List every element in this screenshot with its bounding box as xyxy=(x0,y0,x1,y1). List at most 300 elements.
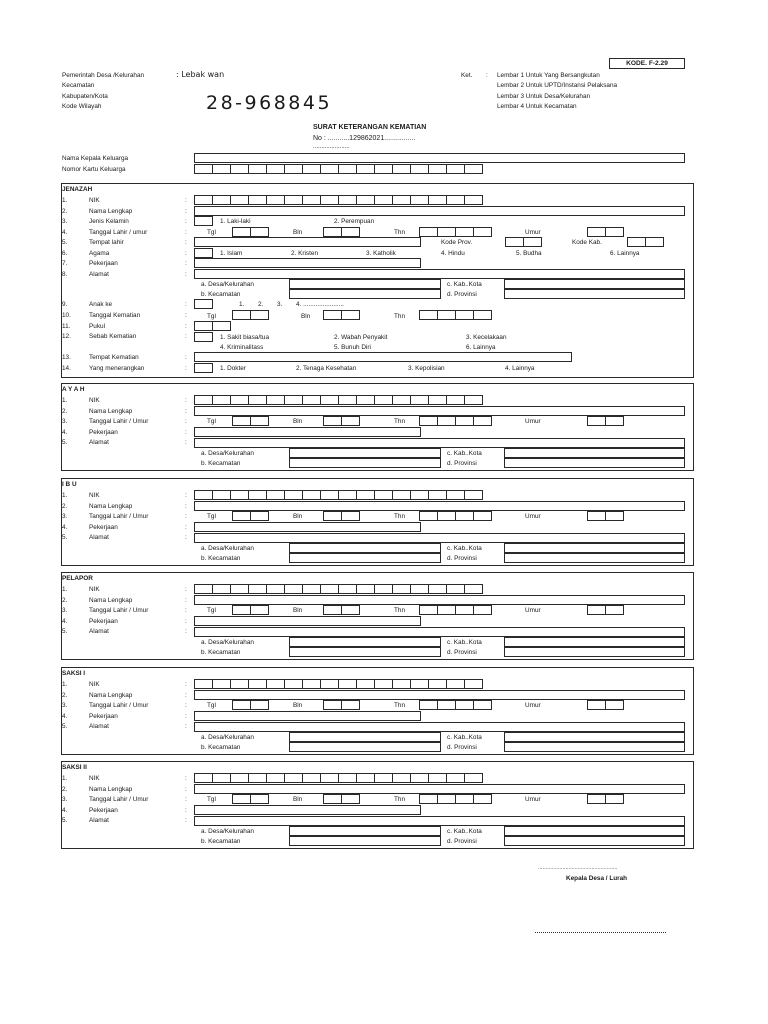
kode-kab-cell[interactable] xyxy=(645,237,664,247)
jenazah-lahir-thn-cell[interactable] xyxy=(473,227,492,237)
ayah-nik-cell[interactable] xyxy=(446,395,465,405)
saksi-2-nik[interactable] xyxy=(194,773,482,783)
jenazah-lahir-thn-cell[interactable] xyxy=(419,227,438,237)
jenazah-lahir-umur-cell[interactable] xyxy=(587,227,606,237)
kk-cell[interactable] xyxy=(374,164,393,174)
ayah-lahir-tgl[interactable] xyxy=(232,416,268,426)
saksi-2-lahir-umur[interactable] xyxy=(587,794,623,804)
jenazah-nik-cell[interactable] xyxy=(446,195,465,205)
ibu-lahir-thn-cell[interactable] xyxy=(473,511,492,521)
saksi-2-kec-label: b. Kecamatan xyxy=(201,838,241,845)
jenazah-row-label: Yang menerangkan xyxy=(89,365,145,372)
saksi-2-nik-cell[interactable] xyxy=(302,773,321,783)
ayah-nik-cell[interactable] xyxy=(464,395,483,405)
saksi-2-row-num: 4. xyxy=(62,807,68,814)
pelapor-nik-cell[interactable] xyxy=(302,584,321,594)
ibu-lahir-thn-cell[interactable] xyxy=(419,511,438,521)
jenazah-lahir-tgl-cell[interactable] xyxy=(250,227,269,237)
ayah-row-label: Pekerjaan xyxy=(89,429,118,436)
jenazah-sebab-field[interactable] xyxy=(194,332,213,342)
kk-cell[interactable] xyxy=(464,164,483,174)
pelapor-lahir-umur-cell[interactable] xyxy=(587,605,606,615)
pelapor-prov-field[interactable] xyxy=(504,647,685,657)
ayah-lahir-thn-cell[interactable] xyxy=(437,416,456,426)
pelapor-nik-cell[interactable] xyxy=(410,584,429,594)
kematian-tgl[interactable] xyxy=(232,310,268,320)
saksi-2-lahir-tgl-cell[interactable] xyxy=(250,794,269,804)
saksi-2-lahir-bln-cell[interactable] xyxy=(341,794,360,804)
ibu-lahir-umur[interactable] xyxy=(587,511,623,521)
ayah-lahir-thn-cell[interactable] xyxy=(419,416,438,426)
ayah-pekerjaan-field[interactable] xyxy=(194,427,421,437)
saksi-1-nik-cell[interactable] xyxy=(410,679,429,689)
kk-cell[interactable] xyxy=(248,164,267,174)
pelapor-lahir-bln-cell[interactable] xyxy=(341,605,360,615)
jenazah-lahir-tgl-label: Tgl xyxy=(207,229,216,236)
saksi-1-nik-cell[interactable] xyxy=(266,679,285,689)
saksi-2-pekerjaan-field[interactable] xyxy=(194,805,421,815)
pelapor-nik-cell[interactable] xyxy=(194,584,213,594)
saksi-1-lahir-bln-cell[interactable] xyxy=(341,700,360,710)
pukul-cell[interactable] xyxy=(212,321,231,331)
ibu-lahir-bln[interactable] xyxy=(323,511,359,521)
ibu-lahir-bln-cell[interactable] xyxy=(323,511,342,521)
jenazah-nik-cell[interactable] xyxy=(410,195,429,205)
pelapor-nik-cell[interactable] xyxy=(428,584,447,594)
kk-cell[interactable] xyxy=(284,164,303,174)
ayah-nik-cell[interactable] xyxy=(338,395,357,405)
saksi-1-lahir-umur[interactable] xyxy=(587,700,623,710)
saksi-1-row-colon: : xyxy=(185,713,187,720)
pelapor-lahir-thn-cell[interactable] xyxy=(419,605,438,615)
jenazah-lahir-thn-cell[interactable] xyxy=(455,227,474,237)
ayah-row-label: Nama Lengkap xyxy=(89,408,133,415)
ibu-nama-field[interactable] xyxy=(194,501,685,511)
saksi-1-nik-cell[interactable] xyxy=(374,679,393,689)
jenazah-desa-field[interactable] xyxy=(289,279,441,289)
kk-cell[interactable] xyxy=(320,164,339,174)
saksi-1-lahir-bln-cell[interactable] xyxy=(323,700,342,710)
ayah-nik-cell[interactable] xyxy=(212,395,231,405)
saksi-2-nik-cell[interactable] xyxy=(212,773,231,783)
ayah-lahir-thn-cell[interactable] xyxy=(473,416,492,426)
ayah-lahir-thn[interactable] xyxy=(419,416,491,426)
saksi-2-nik-cell[interactable] xyxy=(230,773,249,783)
ibu-lahir-umur-cell[interactable] xyxy=(605,511,624,521)
saksi-2-prov-field[interactable] xyxy=(504,836,685,846)
ayah-lahir-umur-cell[interactable] xyxy=(605,416,624,426)
jenazah-nik[interactable] xyxy=(194,195,482,205)
kk-cell[interactable] xyxy=(446,164,465,174)
jenazah-gender-field[interactable] xyxy=(194,216,213,226)
ayah-nik[interactable] xyxy=(194,395,482,405)
saksi-2-nik-cell[interactable] xyxy=(266,773,285,783)
saksi-1-nik-cell[interactable] xyxy=(212,679,231,689)
pelapor-alamat-field[interactable] xyxy=(194,627,685,637)
ibu-pekerjaan-field[interactable] xyxy=(194,522,421,532)
saksi-2-alamat-field[interactable] xyxy=(194,816,685,826)
jenazah-nik-cell[interactable] xyxy=(230,195,249,205)
saksi-1-lahir-thn-cell[interactable] xyxy=(455,700,474,710)
saksi-1-row-num: 1. xyxy=(62,681,68,688)
saksi-2-lahir-thn-cell[interactable] xyxy=(419,794,438,804)
jenazah-tempat-lahir-field[interactable] xyxy=(194,237,421,247)
ibu-nik[interactable] xyxy=(194,490,482,500)
saksi-2-nik-cell[interactable] xyxy=(374,773,393,783)
jenazah-nik-cell[interactable] xyxy=(212,195,231,205)
jenazah-nik-cell[interactable] xyxy=(428,195,447,205)
jenazah-nik-cell[interactable] xyxy=(356,195,375,205)
saksi-2-nik-cell[interactable] xyxy=(464,773,483,783)
ayah-lahir-bln[interactable] xyxy=(323,416,359,426)
pelapor-nik-cell[interactable] xyxy=(266,584,285,594)
saksi-2-nik-cell[interactable] xyxy=(356,773,375,783)
jenazah-agama-field[interactable] xyxy=(194,248,213,258)
ayah-lahir-umur-cell[interactable] xyxy=(587,416,606,426)
saksi-2-nik-cell[interactable] xyxy=(410,773,429,783)
ibu-lahir-bln-cell[interactable] xyxy=(341,511,360,521)
kk-cell[interactable] xyxy=(230,164,249,174)
kk-cell[interactable] xyxy=(338,164,357,174)
saksi-2-lahir-thn-cell[interactable] xyxy=(437,794,456,804)
kematian-bln[interactable] xyxy=(323,310,359,320)
saksi-2-nik-cell[interactable] xyxy=(446,773,465,783)
pelapor-lahir-thn[interactable] xyxy=(419,605,491,615)
pelapor-kec-field[interactable] xyxy=(289,647,441,657)
saksi-2-nik-cell[interactable] xyxy=(248,773,267,783)
jenazah-row-label: Nama Lengkap xyxy=(89,208,133,215)
kk-cell[interactable] xyxy=(392,164,411,174)
jenazah-nik-cell[interactable] xyxy=(302,195,321,205)
jenazah-prov-field[interactable] xyxy=(504,289,685,299)
ayah-nik-cell[interactable] xyxy=(374,395,393,405)
saksi-1-desa-field[interactable] xyxy=(289,732,441,742)
kk-cell[interactable] xyxy=(410,164,429,174)
pelapor-nik-cell[interactable] xyxy=(464,584,483,594)
kk-cell[interactable] xyxy=(356,164,375,174)
nomor-kk-field[interactable] xyxy=(194,164,482,174)
ibu-lahir-tgl-cell[interactable] xyxy=(250,511,269,521)
kk-cell[interactable] xyxy=(194,164,213,174)
jenazah-alamat-field[interactable] xyxy=(194,269,685,279)
pelapor-nik-cell[interactable] xyxy=(446,584,465,594)
ayah-lahir-bln-cell[interactable] xyxy=(341,416,360,426)
ibu-nik-cell[interactable] xyxy=(194,490,213,500)
pelapor-kab-field[interactable] xyxy=(504,637,685,647)
jenazah-nik-cell[interactable] xyxy=(320,195,339,205)
ayah-alamat-field[interactable] xyxy=(194,438,685,448)
pelapor-nik-cell[interactable] xyxy=(338,584,357,594)
ayah-nik-cell[interactable] xyxy=(302,395,321,405)
ibu-nik-cell[interactable] xyxy=(356,490,375,500)
kematian-thn-cell[interactable] xyxy=(437,310,456,320)
jenazah-lahir-tgl-cell[interactable] xyxy=(232,227,251,237)
saksi-1-nik-cell[interactable] xyxy=(230,679,249,689)
pelapor-desa-field[interactable] xyxy=(289,637,441,647)
kode-kab[interactable] xyxy=(627,237,663,247)
saksi-1-prov-field[interactable] xyxy=(504,742,685,752)
pelapor-lahir-umur-label: Umur xyxy=(525,607,541,614)
saksi-2-row-label: Nama Lengkap xyxy=(89,786,133,793)
ibu-nik-cell[interactable] xyxy=(410,490,429,500)
ayah-lahir-umur[interactable] xyxy=(587,416,623,426)
ayah-kec-field[interactable] xyxy=(289,458,441,468)
ibu-nik-cell[interactable] xyxy=(338,490,357,500)
pelapor-lahir-bln[interactable] xyxy=(323,605,359,615)
pelapor-nik-cell[interactable] xyxy=(284,584,303,594)
saksi-2-lahir-bln[interactable] xyxy=(323,794,359,804)
kematian-thn[interactable] xyxy=(419,310,491,320)
jenazah-lahir-umur[interactable] xyxy=(587,227,623,237)
saksi-1-nik-cell[interactable] xyxy=(320,679,339,689)
ibu-nik-cell[interactable] xyxy=(320,490,339,500)
ayah-nik-cell[interactable] xyxy=(356,395,375,405)
ibu-lahir-thn-cell[interactable] xyxy=(437,511,456,521)
saksi-1-nik-cell[interactable] xyxy=(428,679,447,689)
label-nomor-kk: Nomor Kartu Keluarga xyxy=(62,166,126,173)
saksi-1-nik-cell[interactable] xyxy=(284,679,303,689)
jenazah-kec-field[interactable] xyxy=(289,289,441,299)
ayah-nik-cell[interactable] xyxy=(266,395,285,405)
ayah-nama-field[interactable] xyxy=(194,406,685,416)
jenazah-row-colon: : xyxy=(185,229,187,236)
saksi-1-lahir-tgl-cell[interactable] xyxy=(232,700,251,710)
saksi-2-nik-cell[interactable] xyxy=(428,773,447,783)
tempat-kematian-field[interactable] xyxy=(194,352,572,362)
jenazah-lahir-bln-cell[interactable] xyxy=(341,227,360,237)
pelapor-nik-cell[interactable] xyxy=(212,584,231,594)
saksi-1-lahir-thn-cell[interactable] xyxy=(473,700,492,710)
saksi-2-nik-cell[interactable] xyxy=(338,773,357,783)
pelapor-title: PELAPOR xyxy=(62,575,93,582)
saksi-2-lahir-thn-cell[interactable] xyxy=(455,794,474,804)
pelapor-lahir-tgl-cell[interactable] xyxy=(250,605,269,615)
saksi-1-nik-cell[interactable] xyxy=(392,679,411,689)
jenazah-kab-field[interactable] xyxy=(504,279,685,289)
jenazah-row-colon: : xyxy=(185,323,187,330)
saksi-2-lahir-umur-cell[interactable] xyxy=(605,794,624,804)
jenazah-row-colon: : xyxy=(185,301,187,308)
ibu-lahir-thn-cell[interactable] xyxy=(455,511,474,521)
kode-prov-cell[interactable] xyxy=(505,237,524,247)
saksi-1-nik-cell[interactable] xyxy=(356,679,375,689)
pelapor-nik-cell[interactable] xyxy=(374,584,393,594)
kematian-bln-cell[interactable] xyxy=(323,310,342,320)
agama-option: 4. Hindu xyxy=(441,250,465,257)
pelapor-lahir-tgl-cell[interactable] xyxy=(232,605,251,615)
saksi-2-lahir-thn[interactable] xyxy=(419,794,491,804)
ayah-nik-cell[interactable] xyxy=(428,395,447,405)
ibu-nik-cell[interactable] xyxy=(266,490,285,500)
jenazah-nik-cell[interactable] xyxy=(374,195,393,205)
ayah-row-colon: : xyxy=(185,408,187,415)
ayah-lahir-thn-cell[interactable] xyxy=(455,416,474,426)
saksi-1-nik-cell[interactable] xyxy=(464,679,483,689)
ayah-kab-field[interactable] xyxy=(504,448,685,458)
ibu-desa-field[interactable] xyxy=(289,543,441,553)
saksi-1-nik-cell[interactable] xyxy=(338,679,357,689)
kode-prov[interactable] xyxy=(505,237,541,247)
kematian-thn-cell[interactable] xyxy=(473,310,492,320)
saksi-1-lahir-thn[interactable] xyxy=(419,700,491,710)
pelapor-nik-cell[interactable] xyxy=(248,584,267,594)
saksi-1-lahir-umur-cell[interactable] xyxy=(587,700,606,710)
saksi-1-nik[interactable] xyxy=(194,679,482,689)
ibu-prov-field[interactable] xyxy=(504,553,685,563)
pukul-cell[interactable] xyxy=(194,321,213,331)
saksi-2-nik-cell[interactable] xyxy=(194,773,213,783)
ibu-nik-cell[interactable] xyxy=(230,490,249,500)
jenazah-nik-cell[interactable] xyxy=(194,195,213,205)
kematian-bln-cell[interactable] xyxy=(341,310,360,320)
pelapor-lahir-bln-cell[interactable] xyxy=(323,605,342,615)
kode-kab-cell[interactable] xyxy=(627,237,646,247)
saksi-1-nik-cell[interactable] xyxy=(446,679,465,689)
jenazah-anak-ke-field[interactable] xyxy=(194,299,213,309)
ibu-lahir-tgl[interactable] xyxy=(232,511,268,521)
saksi-1-kab-field[interactable] xyxy=(504,732,685,742)
pelapor-row-colon: : xyxy=(185,628,187,635)
kode-prov-cell[interactable] xyxy=(523,237,542,247)
saksi-1-lahir-tgl[interactable] xyxy=(232,700,268,710)
kk-cell[interactable] xyxy=(428,164,447,174)
jenazah-lahir-thn[interactable] xyxy=(419,227,491,237)
pelapor-nama-field[interactable] xyxy=(194,595,685,605)
pelapor-nik-cell[interactable] xyxy=(356,584,375,594)
saksi-2-desa-field[interactable] xyxy=(289,826,441,836)
jenazah-lahir-bln[interactable] xyxy=(323,227,359,237)
ibu-kab-field[interactable] xyxy=(504,543,685,553)
kk-cell[interactable] xyxy=(266,164,285,174)
saksi-1-nik-cell[interactable] xyxy=(194,679,213,689)
pelapor-lahir-umur-cell[interactable] xyxy=(605,605,624,615)
saksi-2-kec-field[interactable] xyxy=(289,836,441,846)
jenazah-lahir-umur-cell[interactable] xyxy=(605,227,624,237)
saksi-1-alamat-field[interactable] xyxy=(194,722,685,732)
pelapor-lahir-umur[interactable] xyxy=(587,605,623,615)
ibu-nik-cell[interactable] xyxy=(392,490,411,500)
jenazah-nik-cell[interactable] xyxy=(248,195,267,205)
ayah-lahir-bln-cell[interactable] xyxy=(323,416,342,426)
saksi-2-lahir-umur-cell[interactable] xyxy=(587,794,606,804)
jenazah-lahir-thn-cell[interactable] xyxy=(437,227,456,237)
saksi-1-lahir-umur-cell[interactable] xyxy=(605,700,624,710)
ibu-nik-cell[interactable] xyxy=(464,490,483,500)
jenazah-lahir-bln-cell[interactable] xyxy=(323,227,342,237)
saksi-2-nama-field[interactable] xyxy=(194,784,685,794)
ibu-nik-cell[interactable] xyxy=(302,490,321,500)
saksi-1-nama-field[interactable] xyxy=(194,690,685,700)
signature-line[interactable] xyxy=(535,931,666,933)
jenazah-nik-cell[interactable] xyxy=(338,195,357,205)
saksi-1-pekerjaan-field[interactable] xyxy=(194,711,421,721)
ibu-alamat-field[interactable] xyxy=(194,533,685,543)
pelapor-nik-cell[interactable] xyxy=(392,584,411,594)
ayah-prov-field[interactable] xyxy=(504,458,685,468)
ibu-lahir-tgl-cell[interactable] xyxy=(232,511,251,521)
kk-cell[interactable] xyxy=(212,164,231,174)
sebab-option: 4. Kriminalitass xyxy=(220,344,264,351)
pelapor-lahir-thn-cell[interactable] xyxy=(455,605,474,615)
saksi-2-lahir-bln-cell[interactable] xyxy=(323,794,342,804)
ayah-nik-cell[interactable] xyxy=(248,395,267,405)
pelapor-lahir-thn-cell[interactable] xyxy=(437,605,456,615)
saksi-2-lahir-tgl[interactable] xyxy=(232,794,268,804)
kepala-keluarga-field[interactable] xyxy=(194,153,685,163)
jenazah-nik-cell[interactable] xyxy=(284,195,303,205)
jenazah-pekerjaan-field[interactable] xyxy=(194,258,421,268)
saksi-2-kab-field[interactable] xyxy=(504,826,685,836)
ayah-nik-cell[interactable] xyxy=(284,395,303,405)
ibu-nik-cell[interactable] xyxy=(212,490,231,500)
ayah-desa-field[interactable] xyxy=(289,448,441,458)
pelapor-pekerjaan-field[interactable] xyxy=(194,616,421,626)
jenazah-nik-cell[interactable] xyxy=(464,195,483,205)
ibu-lahir-thn[interactable] xyxy=(419,511,491,521)
kematian-tgl-cell[interactable] xyxy=(250,310,269,320)
menerangkan-field[interactable] xyxy=(194,363,213,373)
kematian-thn-cell[interactable] xyxy=(419,310,438,320)
jenazah-nik-cell[interactable] xyxy=(266,195,285,205)
saksi-1-lahir-thn-cell[interactable] xyxy=(419,700,438,710)
ayah-lahir-tgl-cell[interactable] xyxy=(250,416,269,426)
ibu-lahir-umur-cell[interactable] xyxy=(587,511,606,521)
saksi-1-nik-cell[interactable] xyxy=(248,679,267,689)
pelapor-row-label: Nama Lengkap xyxy=(89,597,133,604)
ayah-nik-cell[interactable] xyxy=(230,395,249,405)
pelapor-nik-cell[interactable] xyxy=(320,584,339,594)
jenazah-nik-cell[interactable] xyxy=(392,195,411,205)
saksi-2-nik-cell[interactable] xyxy=(320,773,339,783)
saksi-1-lahir-thn-cell[interactable] xyxy=(437,700,456,710)
ayah-nik-cell[interactable] xyxy=(392,395,411,405)
kematian-tgl-cell[interactable] xyxy=(232,310,251,320)
pukul[interactable] xyxy=(194,321,230,331)
ibu-nik-cell[interactable] xyxy=(248,490,267,500)
jenazah-lahir-tgl[interactable] xyxy=(232,227,268,237)
ayah-lahir-tgl-cell[interactable] xyxy=(232,416,251,426)
ayah-nik-cell[interactable] xyxy=(194,395,213,405)
ibu-kec-field[interactable] xyxy=(289,553,441,563)
sebab-option: 3. Kecelakaan xyxy=(466,334,507,341)
ibu-nik-cell[interactable] xyxy=(446,490,465,500)
ibu-nik-cell[interactable] xyxy=(374,490,393,500)
saksi-1-desa-label: a. Desa/Kelurahan xyxy=(201,734,254,741)
pelapor-lahir-thn-cell[interactable] xyxy=(473,605,492,615)
jenazah-nama-field[interactable] xyxy=(194,206,685,216)
ayah-nik-cell[interactable] xyxy=(410,395,429,405)
kematian-thn-cell[interactable] xyxy=(455,310,474,320)
ibu-nik-cell[interactable] xyxy=(284,490,303,500)
pelapor-lahir-tgl[interactable] xyxy=(232,605,268,615)
saksi-2-nik-cell[interactable] xyxy=(392,773,411,783)
ibu-row-colon: : xyxy=(185,524,187,531)
saksi-2-lahir-tgl-cell[interactable] xyxy=(232,794,251,804)
saksi-1-kec-field[interactable] xyxy=(289,742,441,752)
saksi-1-lahir-tgl-cell[interactable] xyxy=(250,700,269,710)
saksi-2-nik-cell[interactable] xyxy=(284,773,303,783)
jenazah-row-colon: : xyxy=(185,271,187,278)
saksi-1-nik-cell[interactable] xyxy=(302,679,321,689)
pelapor-nik-cell[interactable] xyxy=(230,584,249,594)
saksi-1-lahir-bln[interactable] xyxy=(323,700,359,710)
saksi-2-row-num: 2. xyxy=(62,786,68,793)
saksi-2-lahir-thn-cell[interactable] xyxy=(473,794,492,804)
ibu-nik-cell[interactable] xyxy=(428,490,447,500)
pelapor-nik[interactable] xyxy=(194,584,482,594)
ayah-nik-cell[interactable] xyxy=(320,395,339,405)
kk-cell[interactable] xyxy=(302,164,321,174)
